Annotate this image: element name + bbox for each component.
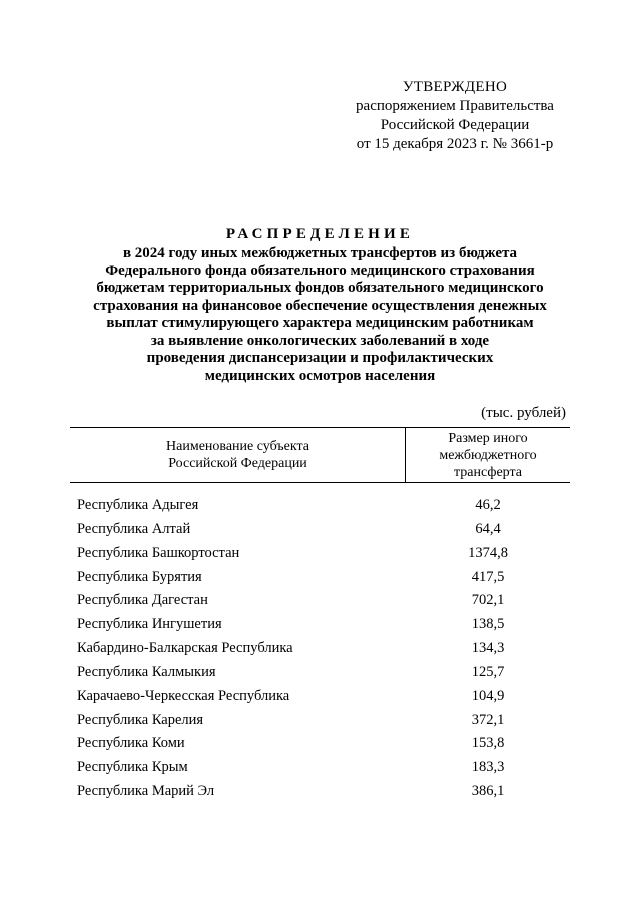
- transfer-amount: 417,5: [471, 568, 505, 585]
- document-title: РАСПРЕДЕЛЕНИЕ: [225, 226, 415, 242]
- table-row: [0, 545, 640, 569]
- table-row: [0, 569, 640, 593]
- table-row: [0, 592, 640, 616]
- region-name: Республика Калмыкия: [77, 663, 216, 680]
- header-amount-line: Размер иного: [448, 431, 528, 446]
- subtitle-line: бюджетам территориальных фондов обязательного медицинского: [96, 280, 544, 296]
- subtitle-line: Федерального фонда обязательного медицинского страхования: [105, 262, 535, 279]
- transfer-amount: 702,1: [471, 592, 505, 609]
- transfer-amount: 372,1: [471, 711, 505, 728]
- approval-stamp: УТВЕРЖДЕНО: [402, 79, 508, 95]
- region-name: Республика Адыгея: [77, 497, 199, 513]
- approval-line-1: распоряжением Правительства: [356, 98, 554, 114]
- approval-line-2: Российской Федерации: [380, 117, 530, 133]
- transfer-amount: 104,9: [471, 687, 505, 704]
- region-name: Республика Коми: [77, 735, 185, 752]
- table-row: [0, 497, 640, 521]
- header-region-line: Российской Федерации: [168, 456, 307, 471]
- region-name: Республика Дагестан: [77, 592, 208, 609]
- header-region-line: Наименование субъекта: [166, 439, 309, 454]
- table-row: [0, 712, 640, 736]
- table-row: [0, 783, 640, 807]
- approval-block: [340, 78, 570, 154]
- transfer-amount: 134,3: [471, 640, 505, 657]
- transfer-amount: 46,2: [475, 497, 501, 513]
- table-row: [0, 616, 640, 640]
- table-row: [0, 735, 640, 759]
- table-body: [0, 497, 640, 807]
- table-row: [0, 640, 640, 664]
- region-name: Республика Алтай: [77, 520, 191, 537]
- subtitle-line: медицинских осмотров населения: [204, 367, 436, 384]
- subtitle-line: проведения диспансеризации и профилактических: [146, 350, 494, 366]
- approval-line-3: от 15 декабря 2023 г. № 3661-р: [356, 136, 554, 152]
- region-name: Республика Ингушетия: [77, 616, 222, 633]
- header-transfer-amount: [406, 430, 570, 481]
- subtitle-line: в 2024 году иных межбюджетных трансфертов из бюджета: [122, 245, 518, 261]
- transfer-amount: 153,8: [471, 735, 505, 752]
- region-name: Республика Бурятия: [77, 568, 202, 585]
- document-subtitle: [60, 245, 580, 385]
- header-amount-line: межбюджетного: [439, 448, 537, 463]
- header-region-name: [70, 438, 405, 472]
- units-label: (тыс. рублей): [481, 405, 566, 421]
- region-name: Республика Марий Эл: [77, 783, 215, 800]
- subtitle-line: выплат стимулирующего характера медицинским работникам: [106, 315, 534, 331]
- region-name: Республика Башкортостан: [77, 544, 240, 561]
- table-row: [0, 521, 640, 545]
- transfer-amount: 1374,8: [468, 544, 508, 561]
- subtitle-line: страхования на финансовое обеспечение осуществления денежных: [93, 297, 547, 314]
- region-name: Республика Карелия: [77, 711, 204, 728]
- subtitle-line: за выявление онкологических заболеваний в ходе: [150, 332, 490, 349]
- region-name: Республика Крым: [77, 759, 188, 776]
- table-row: [0, 664, 640, 688]
- transfer-amount: 125,7: [471, 663, 505, 680]
- region-name: Кабардино-Балкарская Республика: [77, 640, 293, 657]
- table-header: [70, 427, 570, 483]
- table-row: [0, 688, 640, 712]
- table-row: [0, 759, 640, 783]
- transfer-amount: 64,4: [475, 520, 501, 537]
- region-name: Карачаево-Черкесская Республика: [77, 687, 290, 704]
- transfer-amount: 183,3: [471, 759, 505, 776]
- transfer-amount: 386,1: [471, 783, 505, 800]
- transfer-amount: 138,5: [471, 616, 505, 633]
- header-amount-line: трансферта: [454, 465, 522, 480]
